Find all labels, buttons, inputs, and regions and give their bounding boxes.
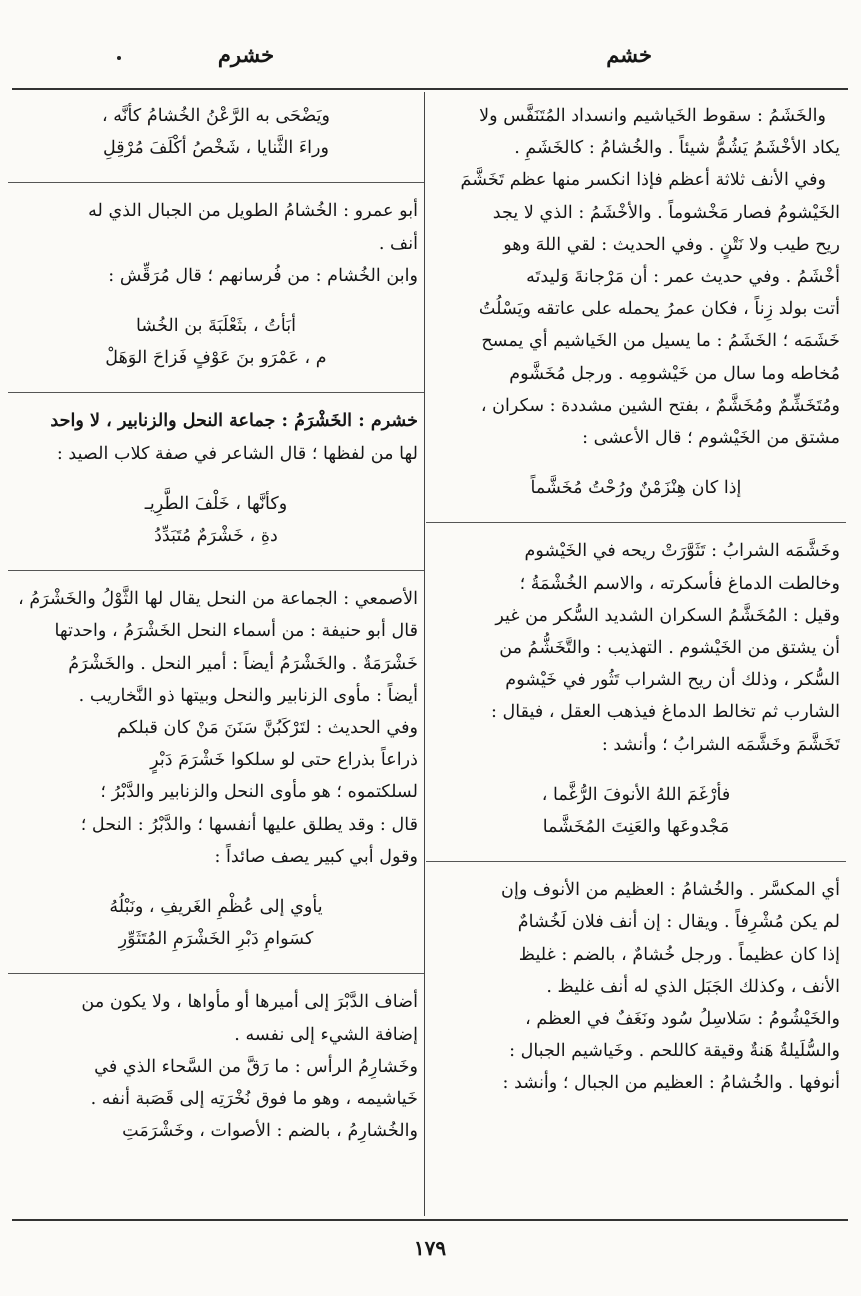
top-rule [12, 88, 848, 90]
entry-line: والسُّلَيلةُ هَنةٌ وقيقة كاللحم . وخَياشيم الجبال : [509, 1041, 840, 1062]
entry-line: ذراعاً بذراع حتى لو سلكوا خَشْرَمَ دَبْرٍ [150, 750, 418, 771]
poem-verse: وراءَ الثَّنايا ، شَخْصُ أكْلَفَ مُرْقِلِ [102, 138, 330, 159]
header-right-keyword: خشم [606, 42, 652, 67]
entry-line: أبو عمرو : الخُشامُ الطويل من الجبال الذي له [88, 201, 418, 222]
verse-separator [8, 392, 424, 393]
entry-line: لم يكن مُشْرِفاً . ويقال : إن أنف فلان لَخُشامٌ [517, 912, 840, 933]
entry-line: إذا كان عظيماً . ورجل خُشامٌ ، بالضم : غليظ [518, 944, 840, 965]
entry-line: وقيل : المُخَشَّمُ السكران الشديد السُّكر من غير [495, 605, 840, 626]
entry-line: وخالطت الدماغ فأسكرته ، والاسم الخُشْمَةُ ؛ [519, 573, 840, 594]
bottom-rule [12, 1219, 848, 1221]
entry-line: وخَشَّمَه الشرابُ : تَثَوَّرَتْ ريحه في الخَيْشوم [524, 541, 840, 562]
poem-verse: مَجْدوعَها والعَنِتَ المُخَشَّما [542, 817, 730, 838]
entry-line: قال أبو حنيفة : من أسماء النحل الخَشْرَمُ ، واحدتها [54, 621, 418, 642]
entry-line: الأنف ، وكذلك الجَبَل الذي له أنف غليظ . [546, 976, 840, 997]
verse-separator [8, 973, 424, 974]
entry-line: ومُتَخَشِّمٌ ومُخَشَّمٌ ، بفتح الشين مشددة : سكران ، [480, 395, 840, 416]
left-column [14, 100, 418, 1147]
entry-line: أيضاً : مأوى الزنابير والنحل وبيتها ذو النَّخاريب . [78, 685, 418, 706]
entry-line: ريح طيب ولا نَتْنٍ . وفي الحديث : لقي اللهَ وهو [503, 234, 840, 255]
entry-line: وخَشارِمُ الرأس : ما رَقَّ من السَّحاء الذي في [94, 1056, 418, 1077]
entry-line: الشارب ثم تخالط الدماغ فيذهب العقل ، فيقال : [491, 702, 840, 723]
column-divider [424, 92, 425, 1216]
poem-verse: يأوي إلى عُظْمِ الغَريفِ ، ونَبْلُهُ [109, 897, 323, 918]
entry-line: السُّكر ، وذلك أن ريح الشراب تَثُور في خَيْشوم [505, 670, 840, 691]
header-ornament-dot [117, 56, 121, 60]
entry-line: أخْشَمُ . وفي حديث عمر : أن مَرْجانةَ وَليدتَه [526, 267, 840, 288]
entry-line: وقول أبي كبير يصف صائداً : [214, 846, 418, 867]
verse-separator [426, 861, 846, 862]
verse-separator [8, 570, 424, 571]
page-number: ١٧٩ [413, 1236, 447, 1260]
poem-verse: أبَأتُ ، بثَعْلَبَةَ بن الخُشا [136, 316, 296, 337]
entry-line: وفي الأنف ثلاثة أعظم فإذا انكسر منها عظم تَخَشَّمَ [460, 170, 826, 191]
poem-verse: دةِ ، خَشْرَمٌ مُتَبَدِّدُ [154, 526, 278, 547]
poem-verse: ويَضْحَى به الرَّعْنُ الخُشامُ كأنَّه ، [101, 106, 331, 126]
entry-line: مشتق من الخَيْشوم ؛ قال الأعشى : [582, 428, 840, 449]
entry-line: والخَيْشُومُ : سَلاسِلُ سُود ونَغَفٌ في العظم ، [525, 1009, 840, 1030]
poem-verse: كسَوامِ دَبْرِ الخَشْرَمِ المُتَثَوِّرِ [118, 929, 314, 950]
entry-line: وفي الحديث : لتَرْكَبُنَّ سَنَنَ مَنْ كان قبلكم [116, 718, 418, 739]
entry-line: أن يشتق من الخَيْشوم . التهذيب : والتَّخَشُّمُ من [499, 638, 840, 659]
entry-line: مُخاطه وما سال من خَيْشومِه . ورجل مُخَشَّوم [509, 363, 840, 384]
poem-verse: إذا كان هِنْزَمْنٌ ورُحْتُ مُخَشَّماً [530, 478, 742, 499]
entry-line: إضافة الشيء إلى نفسه . [234, 1024, 418, 1045]
entry-line: لسلكتموه ؛ هو مأوى النحل والزنابير والدَّبْرُ ؛ [100, 782, 418, 803]
header-left-keyword: خشرم [217, 42, 275, 67]
headword-line: خشرم : الخَشْرَمُ : جماعة النحل والزنابير ، لا واحد [50, 410, 418, 432]
entry-line: والخُشارِمُ ، بالضم : الأصوات ، وخَشْرَمَتِ [122, 1121, 418, 1142]
entry-line: خَشَمَه ؛ الخَشَمُ : ما يسيل من الخَياشيم أي يمسح [481, 331, 840, 352]
entry-line: أضاف الدَّبْرَ إلى أميرها أو مأواها ، ولا يكون من [81, 992, 418, 1013]
entry-line: وابن الخُشام : من فُرسانهم ؛ قال مُرَقِّش : [108, 265, 418, 286]
poem-verse: فأرْغَمَ اللهُ الأنوفَ الرُّغَّما ، [541, 784, 731, 805]
right-column [432, 100, 840, 1100]
entry-line: خَشْرَمَةٌ . والخَشْرَمُ أيضاً : أمير النحل . والخَشْرَمُ [68, 653, 418, 674]
entry-line: الأصمعي : الجماعة من النحل يقال لها الثَّوْلُ والخَشْرَمُ ، [18, 589, 418, 610]
entry-line: والخَشَمُ : سقوط الخَياشيم وانسداد المُتَنَفَّس ولا [479, 106, 826, 126]
entry-line: أتت بولد زِناً ، فكان عمرُ يحمله على عاتقه ويَسْلُتُ [478, 299, 840, 320]
entry-line: يكاد الأخْشَمُ يَشُمُّ شيئاً . والخُشامُ : كالخَشَمِ . [514, 138, 840, 159]
entry-line: تَخَشَّمَ وخَشَّمَه الشرابُ ؛ وأنشد : [601, 734, 840, 755]
entry-line: أنوفها . والخُشامُ : العظيم من الجبال ؛ وأنشد : [502, 1073, 840, 1094]
entry-line: الخَيْشومُ فصار مَخْشوماً . والأخْشَمُ : الذي لا يجد [492, 202, 840, 223]
entry-line: أي المكسَّر . والخُشامُ : العظيم من الأنوف وإن [501, 880, 840, 901]
poem-verse: وكأنَّها ، خَلْفَ الطَّرِيـ [144, 493, 288, 514]
poem-verse: م ، عَمْرَو بنَ عَوْفٍ فَزاحَ الوَهَلْ [105, 348, 327, 369]
entry-line: لها من لفظها ؛ قال الشاعر في صفة كلاب الصيد : [56, 443, 418, 464]
entry-line: قال : وقد يطلق عليها أنفسها ؛ والدَّبْرُ : النحل ؛ [80, 814, 418, 835]
verse-separator [426, 522, 846, 523]
entry-line: أنف . [378, 233, 418, 254]
entry-line: خَياشيمه ، وهو ما فوق نُخْرَتِه إلى قَصَبة أنفه . [90, 1089, 418, 1110]
verse-separator [8, 182, 424, 183]
